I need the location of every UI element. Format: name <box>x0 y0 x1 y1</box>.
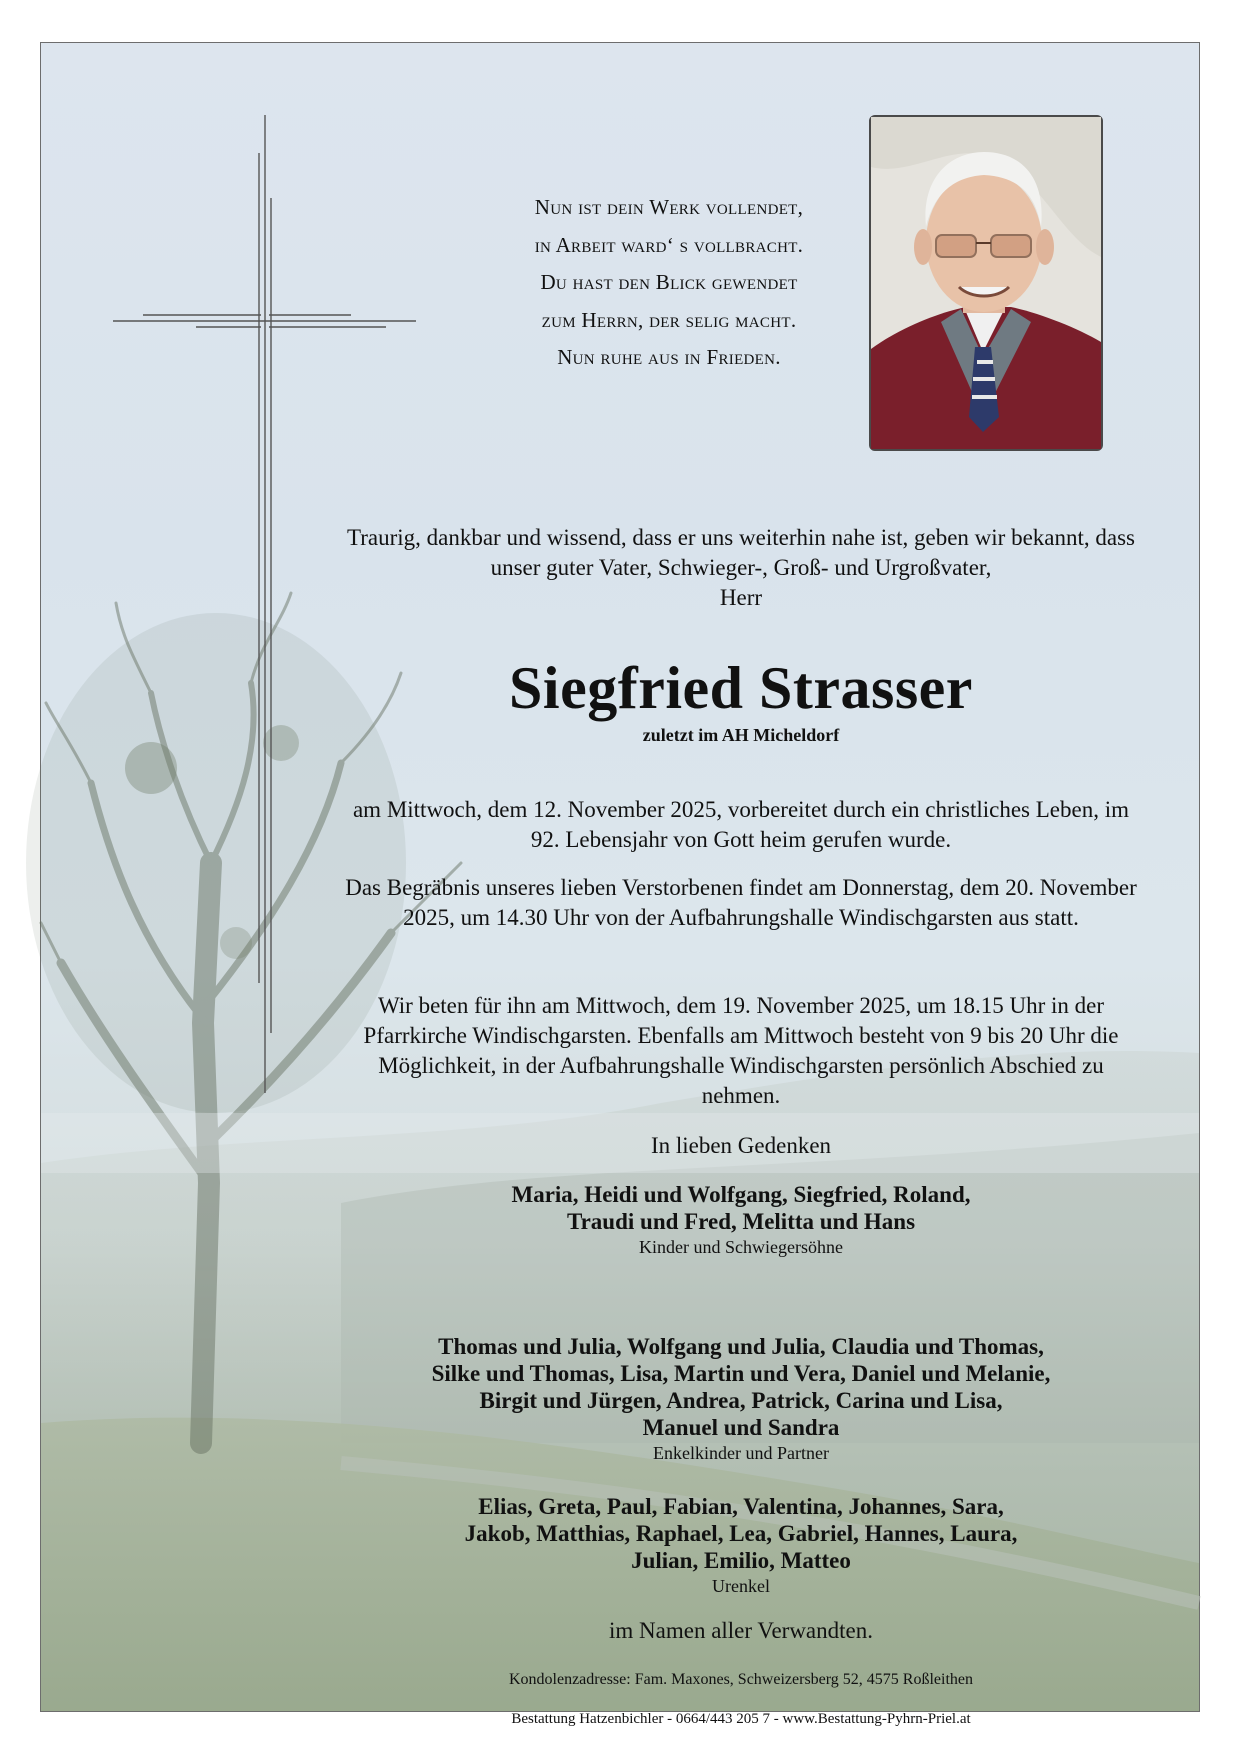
verse-line: Nun ruhe aus in Frieden. <box>557 345 781 369</box>
mourner-names: Elias, Greta, Paul, Fabian, Valentina, Johannes, Sara, Jakob, Matthias, Raphael, Lea, Gabriel, Hannes, Laura, Julian, Emilio, Matteo <box>464 1494 1018 1573</box>
verse-line: in Arbeit ward‘ s vollbracht. <box>534 232 804 257</box>
mourner-role: Enkelkinder und Partner <box>653 1443 829 1463</box>
parte-frame <box>40 42 1200 1727</box>
verse-line: Nun ist dein Werk vollendet, <box>534 195 804 219</box>
mourner-names: Thomas und Julia, Wolfgang und Julia, Claudia und Thomas, Silke und Thomas, Lisa, Martin und Vera, Daniel und Melanie, Birgit und Jürgen, Andrea, Patrick, Carina und Lisa, Manuel und Sandra <box>431 1334 1051 1440</box>
mourner-names: Maria, Heidi und Wolfgang, Siegfried, Roland, Traudi und Fred, Melitta und Hans <box>511 1182 971 1234</box>
announcement-intro <box>341 523 1141 613</box>
funeral-info: Das Begräbnis unseres lieben Verstorbenen findet am Donnerstag, dem 20. November 2025, um 14.30 Uhr von der Aufbahrungshalle Windischgarsten aus statt. <box>345 875 1137 930</box>
mourner-group-children <box>341 1181 1141 1259</box>
closing-line: im Namen aller Verwandten. <box>609 1618 873 1643</box>
portrait-photo <box>869 115 1103 451</box>
funeral-home-footer: Bestattung Hatzenbichler - 0664/443 205 7 - www.Bestattung-Pyhrn-Priel.at <box>511 1711 971 1727</box>
mourner-group-grandchildren <box>341 1333 1141 1465</box>
date-of-death: am Mittwoch, dem 12. November 2025, vorbereitet durch ein christliches Leben, im 92. Lebensjahr von Gott heim gerufen wurde. <box>352 797 1130 852</box>
mourner-role: Kinder und Schwiegersöhne <box>639 1237 843 1257</box>
condolence-address: Kondolenzadresse: Fam. Maxones, Schweizersberg 52, 4575 Roßleithen <box>508 1671 974 1688</box>
mourner-role: Urenkel <box>712 1576 770 1596</box>
last-residence: zuletzt im AH Micheldorf <box>642 725 840 745</box>
verse-line: zum Herrn, der selig macht. <box>541 307 797 332</box>
mourner-group-great-grandchildren <box>341 1493 1141 1598</box>
intro-text: Traurig, dankbar und wissend, dass er uns weiterhin nahe ist, geben wir bekannt, dass unser guter Vater, Schwieger-, Groß- und Urgroßvater, <box>346 525 1136 580</box>
prayer-info: Wir beten für ihn am Mittwoch, dem 19. November 2025, um 18.15 Uhr in der Pfarrkirche Windischgarsten. Ebenfalls am Mittwoch besteht von 9 bis 20 Uhr die Möglichkeit, in der Aufbahrungshalle Windischgarsten persönlich Abschied zu nehmen. <box>363 993 1119 1108</box>
verse-line: Du hast den Blick gewendet <box>540 270 798 294</box>
mourners-heading: In lieben Gedenken <box>650 1133 832 1158</box>
deceased-name: Siegfried Strasser <box>509 655 973 721</box>
intro-herr: Herr <box>719 585 763 610</box>
